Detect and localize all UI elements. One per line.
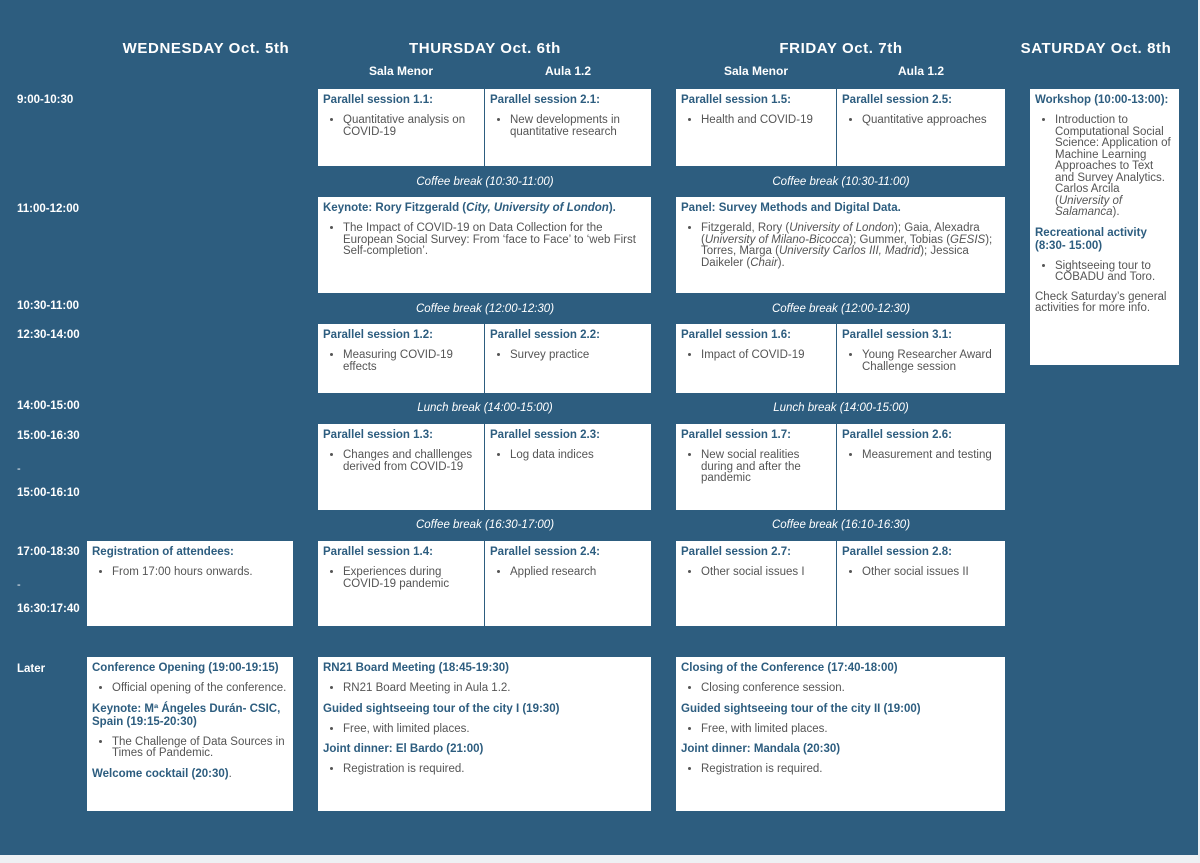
day-header-thursday: THURSDAY Oct. 6th bbox=[409, 40, 561, 57]
session-cell-1-3 bbox=[318, 424, 484, 510]
saturday-note: Check Saturday’s general activities for more info. bbox=[1035, 290, 1167, 314]
session-title: Parallel session 1.5: bbox=[681, 94, 791, 106]
day-header-saturday: SATURDAY Oct. 8th bbox=[1020, 40, 1172, 57]
session-topic: • Measurement and testing bbox=[862, 450, 1000, 462]
session-title: Parallel session 2.1: bbox=[490, 94, 600, 106]
closing-item: • Closing conference session. bbox=[701, 683, 1000, 695]
session-topic: • New developments in quantitative research bbox=[510, 115, 646, 138]
session-topic: • Other social issues I bbox=[701, 567, 831, 579]
closing-title: Closing of the Conference (17:40-18:00) bbox=[681, 662, 898, 674]
break-label: Coffee break (16:30-17:00) bbox=[415, 519, 555, 531]
session-cell-2-7 bbox=[676, 541, 836, 626]
session-title: Parallel session 1.6: bbox=[681, 329, 791, 341]
session-topic: • Young Researcher Award Challenge session bbox=[862, 350, 1000, 373]
wednesday-evening-cell bbox=[87, 657, 293, 811]
break-label: Coffee break (16:10-16:30) bbox=[771, 519, 911, 531]
session-topic: • Measuring COVID-19 effects bbox=[343, 350, 479, 373]
time-label: 12:30-14:00 bbox=[17, 329, 80, 341]
session-title: Parallel session 2.7: bbox=[681, 546, 791, 558]
joint-dinner-title: Joint dinner: Mandala (20:30) bbox=[681, 743, 841, 755]
registration-title: Registration of attendees: bbox=[92, 546, 234, 558]
session-topic: • New social realities during and after the pandemic bbox=[701, 450, 831, 485]
break-label: Lunch break (14:00-15:00) bbox=[773, 402, 909, 414]
session-title: Parallel session 1.1: bbox=[323, 94, 433, 106]
time-separator: - bbox=[17, 463, 21, 475]
session-title: Parallel session 1.3: bbox=[323, 429, 433, 441]
sightseeing-tour-title: Guided sightseeing tour of the city II (19:00) bbox=[681, 702, 921, 715]
evening-keynote-topic: • The Challenge of Data Sources in Times of Pandemic. bbox=[112, 737, 288, 760]
session-cell-1-7 bbox=[676, 424, 836, 510]
time-separator: - bbox=[17, 579, 21, 591]
opening-title: Conference Opening (19:00-19:15) bbox=[92, 662, 279, 674]
panel-members: • Fitzgerald, Rory (University of London); Gaia, Alexadra (University of Milano-Bicocca); Gummer, Tobias (GESIS); Torres, Marga (University Carlos III, Madrid); Jessica Daikeler (Chair). bbox=[701, 223, 1000, 269]
session-topic: • Survey practice bbox=[510, 350, 646, 362]
room-header-thu-aula: Aula 1.2 bbox=[544, 64, 592, 78]
time-label: 15:00-16:30 bbox=[17, 430, 80, 442]
session-topic: • Log data indices bbox=[510, 450, 646, 462]
session-cell-1-6 bbox=[676, 324, 836, 393]
session-topic: • Applied research bbox=[510, 567, 646, 579]
time-label: 15:00-16:10 bbox=[17, 487, 80, 499]
registration-item: • From 17:00 hours onwards. bbox=[112, 567, 288, 579]
session-title: Parallel session 2.3: bbox=[490, 429, 600, 441]
break-label: Lunch break (14:00-15:00) bbox=[417, 402, 553, 414]
time-label: 17:00-18:30 bbox=[17, 546, 80, 558]
session-topic: • Impact of COVID-19 bbox=[701, 350, 831, 362]
panel-title: Panel: Survey Methods and Digital Data. bbox=[681, 202, 901, 214]
time-label: 9:00-10:30 bbox=[17, 94, 74, 106]
session-title: Parallel session 1.2: bbox=[323, 329, 433, 341]
session-cell-1-2 bbox=[318, 324, 484, 393]
board-meeting-title: RN21 Board Meeting (18:45-19:30) bbox=[323, 662, 509, 674]
sightseeing-tour-item: • Free, with limited places. bbox=[343, 724, 646, 736]
session-cell-1-1 bbox=[318, 89, 484, 166]
registration-cell bbox=[87, 541, 293, 626]
friday-evening-cell bbox=[676, 657, 1005, 811]
sightseeing-tour-item: • Free, with limited places. bbox=[701, 724, 1000, 736]
session-title: Parallel session 3.1: bbox=[842, 329, 952, 341]
room-header-fri-sala-menor: Sala Menor bbox=[723, 64, 789, 78]
joint-dinner-item: • Registration is required. bbox=[343, 764, 646, 776]
time-label: 10:30-11:00 bbox=[17, 300, 80, 312]
opening-item: • Official opening of the conference. bbox=[112, 683, 288, 695]
workshop-affiliation: University of Salamanca bbox=[1055, 194, 1123, 218]
session-cell-3-1 bbox=[837, 324, 1005, 393]
session-cell-2-3 bbox=[485, 424, 651, 510]
session-title: Parallel session 2.4: bbox=[490, 546, 600, 558]
session-topic: • Health and COVID-19 bbox=[701, 115, 831, 127]
session-cell-2-6 bbox=[837, 424, 1005, 510]
session-cell-1-4 bbox=[318, 541, 484, 626]
session-topic: • Changes and challlenges derived from COVID-19 bbox=[343, 450, 479, 473]
break-label: Coffee break (12:00-12:30) bbox=[415, 303, 555, 315]
keynote-topic: • The Impact of COVID-19 on Data Collection for the European Social Survey: From ‘face to Face’ to ‘web First Self-completion’. bbox=[343, 223, 646, 258]
keynote-cell bbox=[318, 197, 651, 293]
keynote-title: Keynote: Rory Fitzgerald (City, University of London). bbox=[323, 202, 616, 214]
joint-dinner-title: Joint dinner: El Bardo (21:00) bbox=[323, 743, 484, 755]
workshop-title: Workshop (10:00-13:00): bbox=[1035, 94, 1169, 106]
sightseeing-tour-title: Guided sightseeing tour of the city I (19:30) bbox=[323, 702, 560, 715]
break-label: Coffee break (10:30-11:00) bbox=[416, 176, 554, 188]
session-title: Parallel session 2.6: bbox=[842, 429, 952, 441]
session-title: Parallel session 2.5: bbox=[842, 94, 952, 106]
evening-keynote-title: Keynote: Mª Ángeles Durán- CSIC, Spain (19:15-20:30) bbox=[92, 702, 281, 728]
thursday-evening-cell bbox=[318, 657, 651, 811]
saturday-activities-cell bbox=[1030, 89, 1179, 365]
session-title: Parallel session 2.8: bbox=[842, 546, 952, 558]
panel-cell bbox=[676, 197, 1005, 293]
time-label: 16:30:17:40 bbox=[17, 603, 80, 615]
time-label: 14:00-15:00 bbox=[17, 400, 80, 412]
session-title: Parallel session 2.2: bbox=[490, 329, 600, 341]
board-meeting-item: • RN21 Board Meeting in Aula 1.2. bbox=[343, 683, 646, 695]
room-header-thu-sala-menor: Sala Menor bbox=[368, 64, 434, 78]
recreational-activity-item: • Sightseeing tour to COBADU and Toro. bbox=[1055, 261, 1174, 284]
keynote-affiliation: City, University of London bbox=[466, 202, 609, 214]
session-cell-1-5 bbox=[676, 89, 836, 166]
break-label: Coffee break (12:00-12:30) bbox=[771, 303, 911, 315]
session-topic: • Quantitative approaches bbox=[862, 115, 1000, 127]
session-cell-2-8 bbox=[837, 541, 1005, 626]
session-cell-2-1 bbox=[485, 89, 651, 166]
day-header-wednesday: WEDNESDAY Oct. 5th bbox=[122, 40, 290, 57]
time-label: Later bbox=[17, 663, 46, 675]
recreational-activity-title: Recreational activity (8:30- 15:00) bbox=[1035, 226, 1147, 252]
room-header-fri-aula: Aula 1.2 bbox=[897, 64, 945, 78]
session-title: Parallel session 1.4: bbox=[323, 546, 433, 558]
session-topic: • Quantitative analysis on COVID-19 bbox=[343, 115, 479, 138]
session-topic: • Experiences during COVID-19 pandemic bbox=[343, 567, 479, 590]
day-header-friday: FRIDAY Oct. 7th bbox=[779, 40, 903, 57]
time-label: 11:00-12:00 bbox=[17, 203, 80, 215]
welcome-cocktail: Welcome cocktail (20:30). bbox=[92, 767, 232, 780]
session-cell-2-4 bbox=[485, 541, 651, 626]
workshop-description: • Introduction to Computational Social Science: Application of Machine Learning Approaches to Text and Survey Analytics. Carlos Arcila (University of Salamanca). bbox=[1055, 115, 1174, 219]
session-topic: • Other social issues II bbox=[862, 567, 1000, 579]
session-cell-2-2 bbox=[485, 324, 651, 393]
session-title: Parallel session 1.7: bbox=[681, 429, 791, 441]
break-label: Coffee break (10:30-11:00) bbox=[772, 176, 910, 188]
joint-dinner-item: • Registration is required. bbox=[701, 764, 1000, 776]
session-cell-2-5 bbox=[837, 89, 1005, 166]
